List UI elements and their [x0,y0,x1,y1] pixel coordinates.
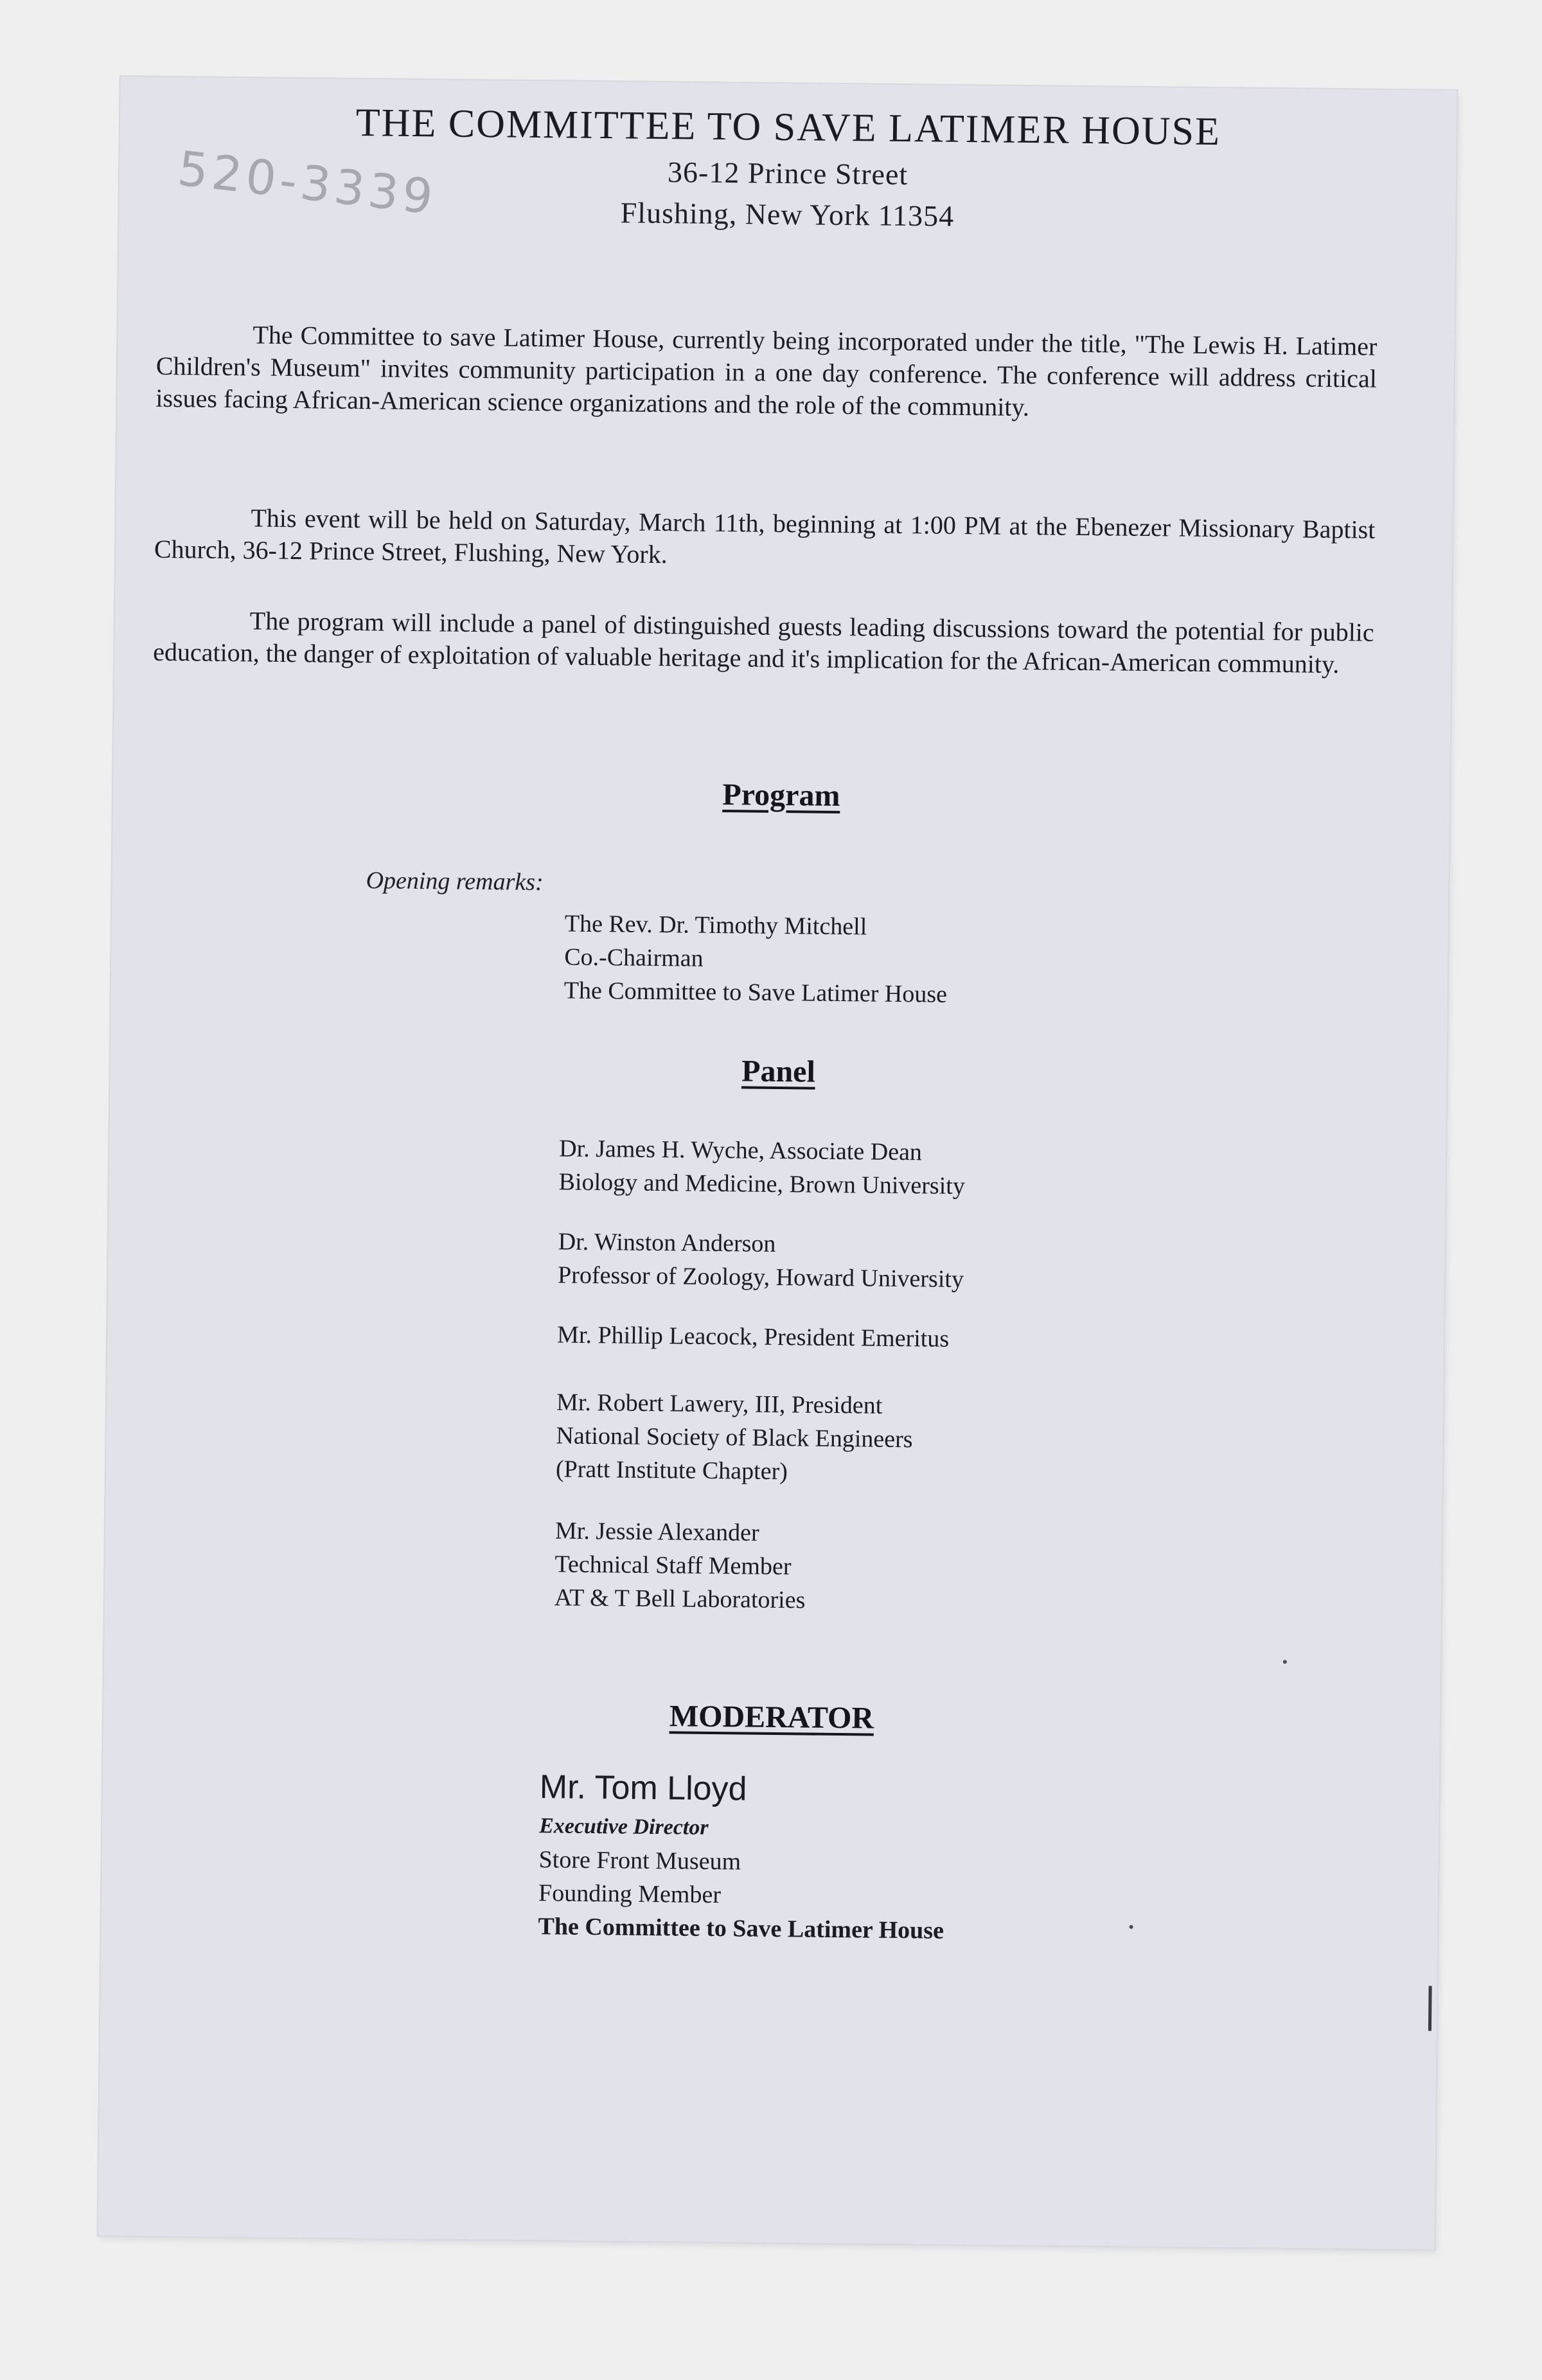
panel-member-line: National Society of Black Engineers [556,1422,913,1453]
panel-member [558,1225,964,1296]
moderator-block [538,1764,945,1948]
panel-member [556,1385,914,1489]
event-details-paragraph: This event will be held on Saturday, March 11th, beginning at 1:00 PM at the Ebenezer Missionary Baptist Church, 36-12 Prince Street, Flushing, New York. [154,503,1376,569]
ink-speck [1130,1925,1133,1929]
address-street: 36-12 Prince Street [667,155,908,191]
panel-member [557,1318,950,1355]
opening-speaker-name: The Rev. Dr. Timothy Mitchell [564,910,867,941]
letterhead [119,94,1457,242]
panel-member-line: Mr. Jessie Alexander [554,1517,759,1547]
panel-member-line: Mr. Robert Lawery, III, President [556,1389,883,1419]
panel-member-line: Dr. Winston Anderson [558,1228,776,1257]
panel-member-line: Technical Staff Member [554,1550,792,1581]
panel-member-line: AT & T Bell Laboratories [554,1584,806,1614]
panel-member-line: Dr. James H. Wyche, Associate Dean [558,1135,923,1166]
moderator-affiliation: Store Front Museum [538,1846,741,1876]
opening-speaker-block [564,907,948,1011]
panel-member-line: Mr. Phillip Leacock, President Emeritus [556,1321,950,1353]
moderator-title: Executive Director [538,1814,709,1840]
address-city: Flushing, New York 11354 [620,196,955,233]
panel-member [558,1132,965,1203]
opening-remarks-label: Opening remarks: [366,867,544,896]
organization-title: THE COMMITTEE TO SAVE LATIMER HOUSE [355,101,1221,154]
moderator-organization: The Committee to Save Latimer House [538,1913,944,1944]
panel-member-line: Professor of Zoology, Howard University [557,1261,964,1293]
handwritten-phone-note: 520-3339 [175,141,439,226]
program-description-paragraph: The program will include a panel of distinguished guests leading discussions toward the potential for public education, the danger of exploitation of valuable heritage and it's implication for the African-American community. [153,606,1374,679]
edge-mark [1428,1986,1432,2031]
opening-speaker-role: Co.-Chairman [564,943,704,972]
moderator-name: Mr. Tom Lloyd [539,1768,747,1808]
intro-paragraph: The Committee to save Latimer House, currently being incorporated under the title, "The Lewis H. Latimer Children's Museum" invites community participation in a one day conference. The conference will address critical issues facing African-American science organizations and the role of the community. [155,320,1378,422]
panel-heading: Panel [741,1054,816,1089]
moderator-role: Founding Member [538,1879,722,1909]
panel-member [554,1514,806,1617]
program-heading: Program [722,777,840,813]
ink-speck [1283,1660,1287,1664]
panel-member-line: (Pratt Institute Chapter) [555,1455,788,1486]
document-page [98,76,1457,2250]
moderator-heading: MODERATOR [669,1699,874,1736]
opening-speaker-org: The Committee to Save Latimer House [563,977,948,1008]
panel-member-line: Biology and Medicine, Brown University [558,1168,966,1200]
